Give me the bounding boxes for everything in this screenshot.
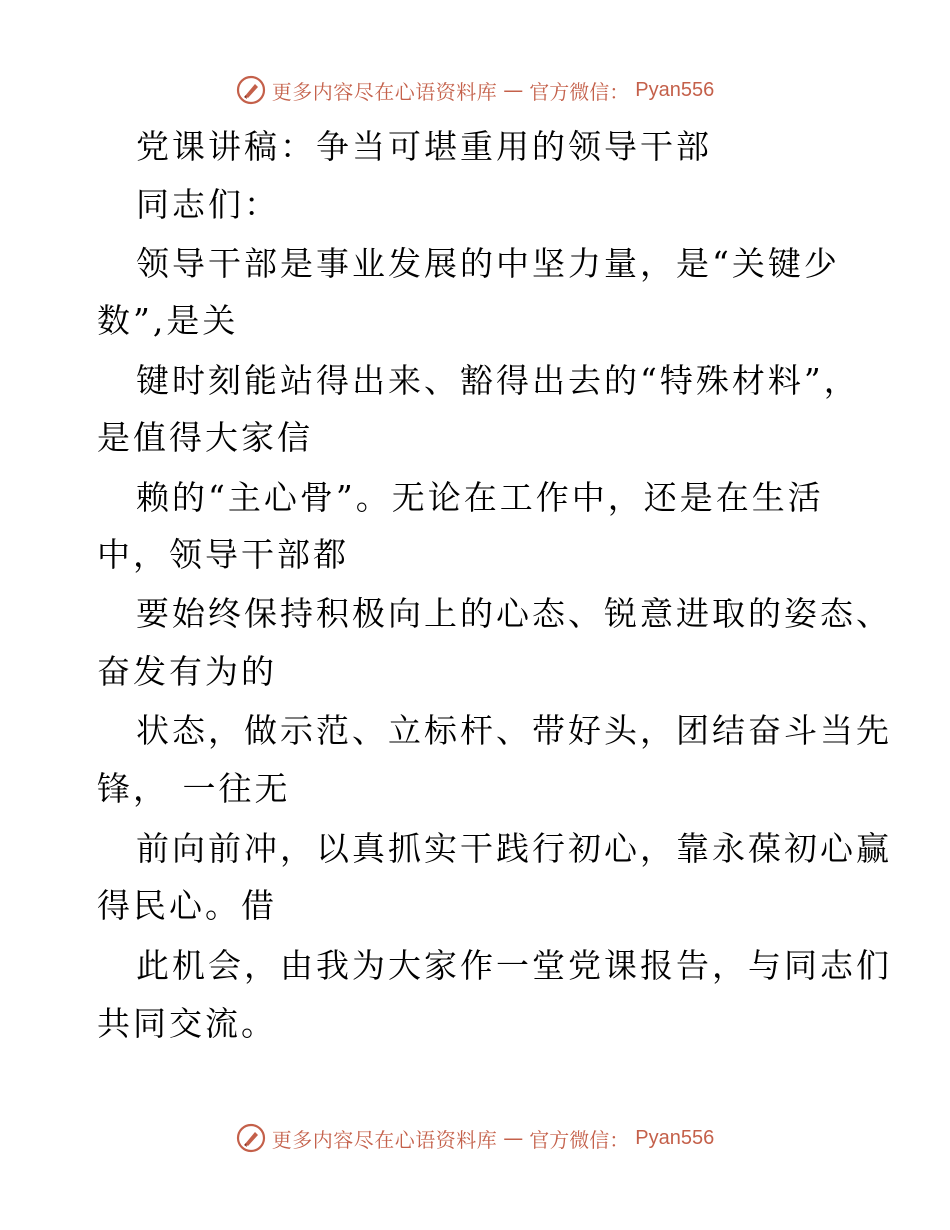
paragraph-line: 键时刻能站得出来、豁得出去的“特殊材料”， <box>136 361 860 400</box>
footer-banner <box>0 1120 950 1156</box>
document-title: 党课讲稿：争当可堪重用的领导干部 <box>136 127 712 166</box>
banner-wechat-id: Pyan556 <box>635 1126 715 1149</box>
paragraph-line: 得民心。借 <box>97 886 277 925</box>
banner-site-text: 更多内容尽在心语资料库 <box>271 79 498 104</box>
paragraph-line: 中，领导干部都 <box>97 535 349 574</box>
paragraph-line: 前向前冲，以真抓实干践行初心，靠永葆初心赢 <box>136 829 892 868</box>
banner-dash: — <box>503 78 524 102</box>
banner-site-text: 更多内容尽在心语资料库 <box>271 1127 498 1152</box>
salutation: 同志们： <box>136 185 280 224</box>
banner-dash: — <box>503 1126 524 1150</box>
paragraph-line: 锋， 一往无 <box>97 769 291 808</box>
paragraph-line: 共同交流。 <box>97 1004 277 1043</box>
banner-wechat-id: Pyan556 <box>635 78 715 101</box>
paragraph-line: 此机会，由我为大家作一堂党课报告，与同志们 <box>136 946 892 985</box>
paragraph-line: 状态，做示范、立标杆、带好头，团结奋斗当先 <box>136 711 892 750</box>
banner-wechat-label: 官方微信： <box>529 1127 630 1152</box>
banner-wechat-label: 官方微信： <box>529 79 630 104</box>
paragraph-line: 奋发有为的 <box>97 652 277 691</box>
paragraph-line: 数”,是关 <box>97 301 239 340</box>
paragraph-line: 要始终保持积极向上的心态、锐意进取的姿态、 <box>136 594 892 633</box>
paragraph-line: 是值得大家信 <box>97 418 313 457</box>
paragraph-line: 赖的“主心骨”。无论在工作中，还是在生活 <box>136 478 824 517</box>
pen-nib-logo-icon <box>236 1123 266 1153</box>
paragraph-line: 领导干部是事业发展的中坚力量，是“关键少 <box>136 244 840 283</box>
